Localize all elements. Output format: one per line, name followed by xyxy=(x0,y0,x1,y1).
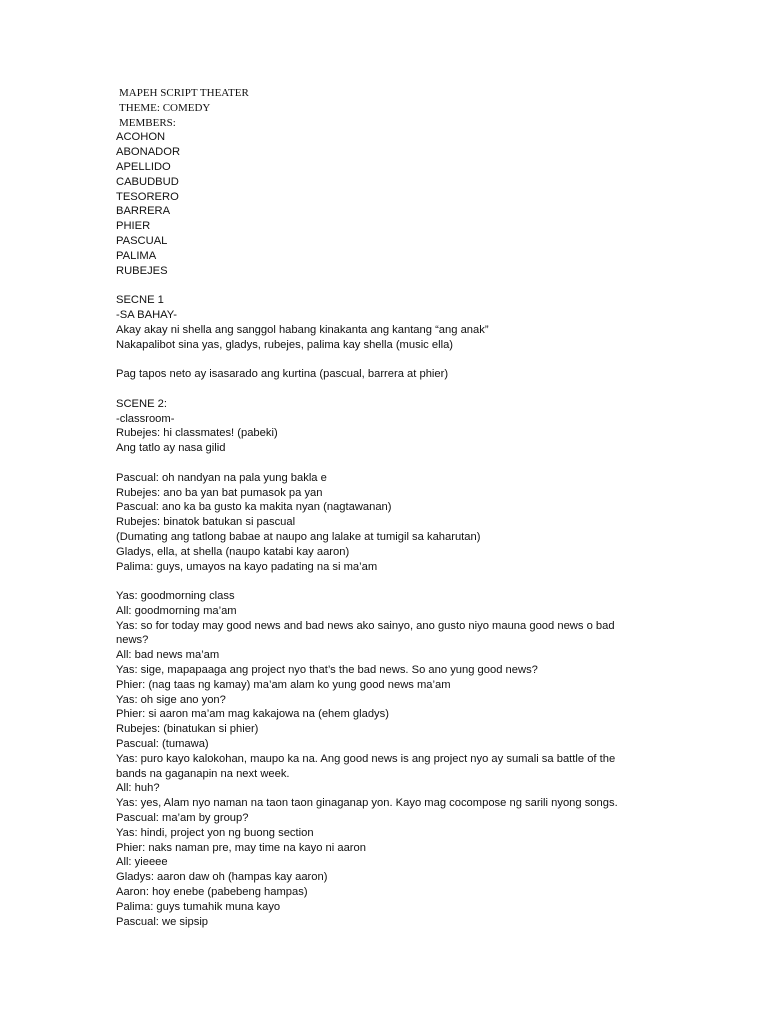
script-line: Rubejes: (binatukan si phier) xyxy=(116,723,259,736)
member-name: PALIMA xyxy=(116,249,157,262)
script-line: Rubejes: hi classmates! (pabeki) xyxy=(116,427,278,440)
script-line: All: bad news ma’am xyxy=(116,649,220,662)
script-line: Yas: so for today may good news and bad news ako sainyo, ano gusto niyo mauna good news o bad news? xyxy=(116,619,615,647)
member-name: CABUDBUD xyxy=(116,175,179,188)
script-line: Yas: sige, mapapaaga ang project nyo that’s the bad news. So ano yung good news? xyxy=(116,664,538,677)
script-line: Yas: hindi, project yon ng buong section xyxy=(116,826,314,839)
spacer xyxy=(116,278,676,293)
member-name: BARRERA xyxy=(116,205,171,218)
script-line: Pascual: oh nandyan na pala yung bakla e xyxy=(116,471,327,484)
script-line: Ang tatlo ay nasa gilid xyxy=(116,442,226,455)
scene2-setting: -classroom- xyxy=(116,412,175,425)
script-line: Pascual: ano ka ba gusto ka makita nyan (nagtawanan) xyxy=(116,501,392,514)
script-line: Yas: oh sige ano yon? xyxy=(116,693,226,706)
script-line: Phier: naks naman pre, may time na kayo ni aaron xyxy=(116,841,366,854)
script-document xyxy=(116,86,676,929)
script-line: Pascual: ma’am by group? xyxy=(116,812,249,825)
member-name: ACOHON xyxy=(116,131,166,144)
scene1-closing: Pag tapos neto ay isasarado ang kurtina (pascual, barrera at phier) xyxy=(116,368,449,381)
script-line: Gladys, ella, at shella (naupo katabi kay aaron) xyxy=(116,545,350,558)
script-line: Palima: guys, umayos na kayo padating na si ma’am xyxy=(116,560,378,573)
script-line: Yas: yes, Alam nyo naman na taon taon ginaganap yon. Kayo mag cocompose ng sarili nyong songs. xyxy=(116,797,618,810)
theme-line: THEME: COMEDY xyxy=(119,101,211,114)
spacer xyxy=(116,382,676,397)
script-line: Pascual: (tumawa) xyxy=(116,738,209,751)
script-line: Yas: goodmorning class xyxy=(116,590,235,603)
script-line: (Dumating ang tatlong babae at naupo ang lalake at tumigil sa kaharutan) xyxy=(116,530,481,543)
member-name: ABONADOR xyxy=(116,146,181,159)
script-line: Nakapalibot sina yas, gladys, rubejes, palima kay shella (music ella) xyxy=(116,338,454,351)
script-line: Rubejes: ano ba yan bat pumasok pa yan xyxy=(116,486,323,499)
spacer xyxy=(116,574,676,589)
script-line: Akay akay ni shella ang sanggol habang kinakanta ang kantang “ang anak” xyxy=(116,323,489,336)
script-line: Palima: guys tumahik muna kayo xyxy=(116,900,281,913)
script-line: Gladys: aaron daw oh (hampas kay aaron) xyxy=(116,871,328,884)
spacer xyxy=(116,456,676,471)
members-label: MEMBERS: xyxy=(119,116,176,129)
scene1-heading: SECNE 1 xyxy=(116,294,164,307)
script-line: All: goodmorning ma’am xyxy=(116,604,237,617)
members-list xyxy=(116,130,676,278)
script-line: All: huh? xyxy=(116,782,160,795)
script-line: Rubejes: binatok batukan si pascual xyxy=(116,516,296,529)
script-line: Phier: (nag taas ng kamay) ma’am alam ko yung good news ma’am xyxy=(116,678,451,691)
member-name: TESORERO xyxy=(116,190,179,203)
spacer xyxy=(116,352,676,367)
script-line: Yas: puro kayo kalokohan, maupo ka na. Ang good news is ang project nyo ay sumali sa battle of the bands na gaganapin na next week. xyxy=(116,752,616,780)
scene2-heading: SCENE 2: xyxy=(116,397,167,410)
member-name: RUBEJES xyxy=(116,264,168,277)
member-name: APELLIDO xyxy=(116,160,171,173)
document-title: MAPEH SCRIPT THEATER xyxy=(119,87,249,99)
member-name: PHIER xyxy=(116,220,151,233)
scene1-setting: -SA BAHAY- xyxy=(116,308,177,321)
script-line: Phier: si aaron ma’am mag kakajowa na (ehem gladys) xyxy=(116,708,389,721)
script-line: Pascual: we sipsip xyxy=(116,915,209,928)
script-line: Aaron: hoy enebe (pabebeng hampas) xyxy=(116,886,308,899)
script-line: All: yieeee xyxy=(116,856,168,869)
member-name: PASCUAL xyxy=(116,234,168,247)
